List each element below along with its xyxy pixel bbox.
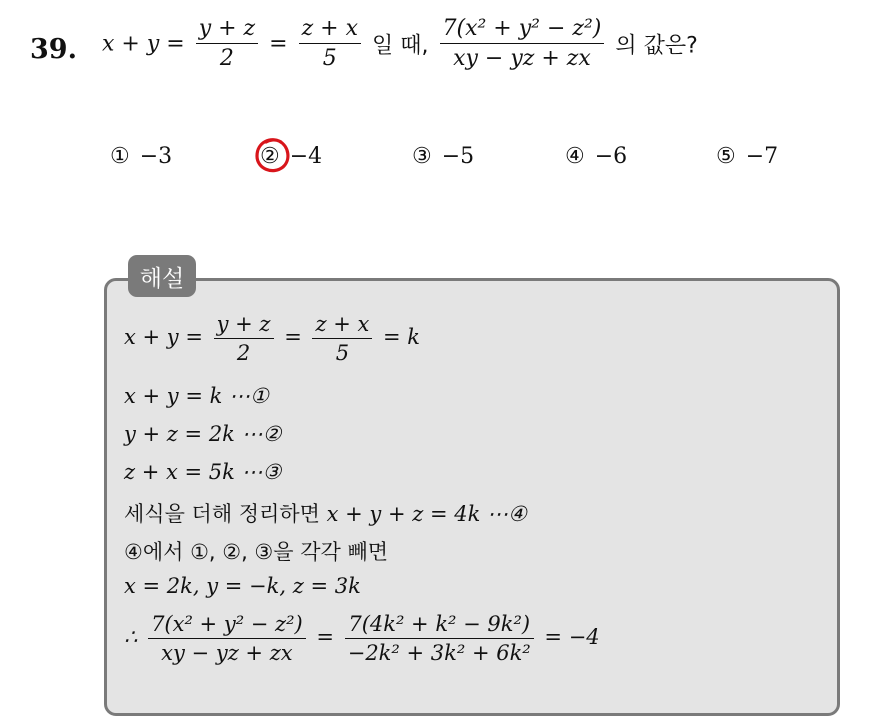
choice-1[interactable] <box>110 144 172 169</box>
question-expression <box>440 16 605 72</box>
line-post: = k <box>383 325 421 350</box>
fraction-denominator: 2 <box>236 341 251 366</box>
fraction-numerator: 7(x² + y² − z²) <box>148 612 306 639</box>
condition-text: 일 때, <box>372 33 429 59</box>
fraction-denominator: xy − yz + zx <box>161 641 293 666</box>
choice-marker: ③ <box>412 144 432 169</box>
solution-line-3: y + z = 2k ⋯② <box>124 422 282 446</box>
choice-3[interactable] <box>412 144 474 169</box>
solution-line-5 <box>124 498 527 528</box>
fraction-numerator: y + z <box>214 312 274 339</box>
ask-text: 의 값은? <box>615 33 698 59</box>
solution-fraction-4 <box>345 612 534 665</box>
question-text <box>102 16 698 72</box>
question-fraction-1 <box>196 16 258 72</box>
fraction-denominator: 5 <box>335 341 350 366</box>
fraction-numerator: 7(4k² + k² − 9k²) <box>345 612 534 639</box>
choice-marker: ⑤ <box>716 144 736 169</box>
therefore-symbol: ∴ <box>124 625 138 650</box>
fraction-denominator: −2k² + 3k² + 6k² <box>347 641 531 666</box>
question-eq-left: x + y = <box>102 31 185 57</box>
solution-fraction-1 <box>214 312 274 365</box>
solution-line-6: ④에서 ①, ②, ③을 각각 빼면 <box>124 540 389 564</box>
choice-value: −3 <box>139 144 173 169</box>
equals-sign: = <box>316 625 335 650</box>
choice-value: −5 <box>441 144 475 169</box>
choice-marker: ② <box>260 144 280 169</box>
fraction-numerator: z + x <box>299 16 361 44</box>
choice-5[interactable] <box>716 144 778 169</box>
question-fraction-2 <box>299 16 361 72</box>
answer-circle-mark <box>251 136 293 176</box>
fraction-denominator: xy − yz + zx <box>453 46 591 72</box>
solution-line-1 <box>124 312 420 365</box>
fraction-numerator: z + x <box>312 312 372 339</box>
line-pre: x + y = <box>124 325 203 350</box>
line-equation: x + y + z = 4k ⋯④ <box>326 502 527 526</box>
fraction-denominator: 5 <box>322 46 337 72</box>
solution-line-2: x + y = k ⋯① <box>124 384 269 408</box>
equals-sign: = <box>269 31 288 57</box>
choice-marker: ① <box>110 144 130 169</box>
fraction-numerator: 7(x² + y² − z²) <box>440 16 605 44</box>
choice-value: −7 <box>745 144 779 169</box>
solution-tab: 해설 <box>128 255 196 297</box>
solution-fraction-2 <box>312 312 372 365</box>
fraction-denominator: 2 <box>219 46 234 72</box>
solution-line-7: x = 2k, y = −k, z = 3k <box>124 574 361 598</box>
question-number: 39. <box>30 34 77 65</box>
choice-marker: ④ <box>565 144 585 169</box>
solution-line-8 <box>124 612 600 665</box>
solution-fraction-3 <box>148 612 306 665</box>
solution-line-4: z + x = 5k ⋯③ <box>124 460 282 484</box>
choice-value: −6 <box>594 144 628 169</box>
line-korean-text: 세식을 더해 정리하면 <box>124 502 320 526</box>
choice-4[interactable] <box>565 144 627 169</box>
fraction-numerator: y + z <box>196 16 258 44</box>
result: = −4 <box>544 625 600 650</box>
choice-value: −4 <box>289 144 323 169</box>
equals-sign: = <box>284 325 302 350</box>
